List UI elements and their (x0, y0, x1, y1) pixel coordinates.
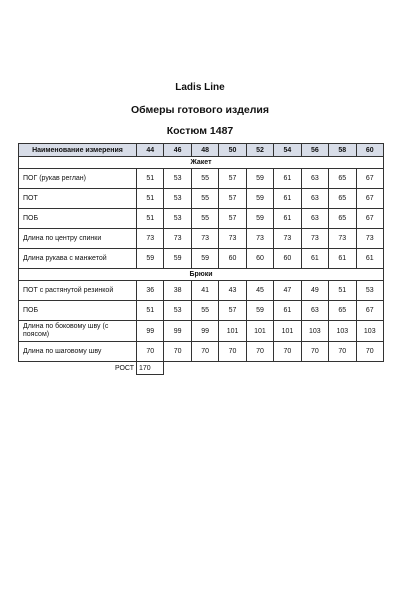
empty-cell (301, 362, 328, 375)
measure-value: 59 (246, 189, 273, 209)
table-row (19, 321, 384, 342)
measure-value: 38 (164, 281, 191, 301)
measure-value: 61 (356, 249, 384, 269)
table-row (19, 301, 384, 321)
measure-value: 59 (191, 249, 218, 269)
measure-value: 65 (329, 301, 356, 321)
rost-row (19, 362, 384, 375)
measure-value: 103 (329, 321, 356, 342)
measure-value: 103 (356, 321, 384, 342)
measure-value: 59 (164, 249, 191, 269)
measure-value: 59 (137, 249, 164, 269)
measure-value: 60 (246, 249, 273, 269)
measure-value: 70 (329, 342, 356, 362)
measure-label: ПОТ (19, 189, 137, 209)
measure-label: Длина по шаговому шву (19, 342, 137, 362)
measure-value: 51 (329, 281, 356, 301)
size-header: 58 (329, 144, 356, 157)
measure-value: 73 (164, 229, 191, 249)
measure-value: 53 (164, 189, 191, 209)
empty-cell (219, 362, 246, 375)
measure-value: 70 (246, 342, 273, 362)
measure-value: 60 (219, 249, 246, 269)
measure-value: 41 (191, 281, 218, 301)
measure-value: 57 (219, 169, 246, 189)
measure-value: 101 (219, 321, 246, 342)
size-chart-table (18, 143, 384, 375)
measure-value: 57 (219, 209, 246, 229)
table-body (19, 157, 384, 375)
size-header: 48 (191, 144, 218, 157)
rost-label: РОСТ (19, 362, 137, 375)
measure-label: ПОТ с растянутой резинкой (19, 281, 137, 301)
table-row (19, 342, 384, 362)
measure-value: 73 (137, 229, 164, 249)
measure-value: 53 (164, 169, 191, 189)
table-row (19, 209, 384, 229)
measure-value: 67 (356, 189, 384, 209)
brand-name: Ladis Line (175, 82, 225, 93)
measure-value: 70 (219, 342, 246, 362)
measure-value: 101 (274, 321, 301, 342)
measure-value: 61 (274, 189, 301, 209)
empty-cell (246, 362, 273, 375)
measure-value: 73 (356, 229, 384, 249)
measure-label: Длина по центру спинки (19, 229, 137, 249)
section-title: Брюки (19, 269, 384, 281)
size-header: 56 (301, 144, 328, 157)
measure-value: 103 (301, 321, 328, 342)
measure-value: 51 (137, 209, 164, 229)
measure-value: 73 (274, 229, 301, 249)
size-header: 60 (356, 144, 384, 157)
measure-value: 63 (301, 301, 328, 321)
measure-value: 65 (329, 209, 356, 229)
measure-value: 45 (246, 281, 273, 301)
document-subtitle: Обмеры готового изделия (131, 104, 269, 116)
measure-value: 70 (356, 342, 384, 362)
measure-value: 59 (246, 209, 273, 229)
measure-label: Длина рукава с манжетой (19, 249, 137, 269)
size-header: 50 (219, 144, 246, 157)
measure-value: 55 (191, 189, 218, 209)
measure-value: 51 (137, 189, 164, 209)
measure-value: 53 (164, 301, 191, 321)
measure-value: 53 (164, 209, 191, 229)
size-header: 46 (164, 144, 191, 157)
measure-value: 70 (137, 342, 164, 362)
measure-value: 70 (274, 342, 301, 362)
measure-value: 47 (274, 281, 301, 301)
model-title: Костюм 1487 (166, 125, 234, 137)
empty-cell (356, 362, 384, 375)
measure-value: 65 (329, 169, 356, 189)
measure-value: 55 (191, 209, 218, 229)
measure-label: ПОГ (рукав реглан) (19, 169, 137, 189)
measure-value: 73 (219, 229, 246, 249)
measure-value: 53 (356, 281, 384, 301)
size-header: 44 (137, 144, 164, 157)
measure-value: 51 (137, 169, 164, 189)
measure-value: 73 (246, 229, 273, 249)
measure-value: 99 (164, 321, 191, 342)
table-row (19, 189, 384, 209)
measure-value: 59 (246, 169, 273, 189)
measure-value: 67 (356, 169, 384, 189)
table-row (19, 249, 384, 269)
measure-header: Наименование измерения (19, 144, 137, 157)
measure-value: 63 (301, 209, 328, 229)
measure-value: 67 (356, 301, 384, 321)
measure-value: 51 (137, 301, 164, 321)
measure-value: 63 (301, 189, 328, 209)
size-header: 52 (246, 144, 273, 157)
measure-value: 61 (274, 209, 301, 229)
measure-value: 73 (329, 229, 356, 249)
rost-value: 170 (137, 362, 164, 375)
measure-value: 101 (246, 321, 273, 342)
measure-value: 73 (301, 229, 328, 249)
measure-value: 55 (191, 301, 218, 321)
table-row (19, 281, 384, 301)
measure-value: 70 (301, 342, 328, 362)
measure-value: 70 (164, 342, 191, 362)
section-row (19, 157, 384, 169)
measure-value: 60 (274, 249, 301, 269)
measure-value: 63 (301, 169, 328, 189)
empty-cell (164, 362, 191, 375)
measure-label: ПОБ (19, 301, 137, 321)
measure-label: ПОБ (19, 209, 137, 229)
measure-value: 99 (137, 321, 164, 342)
table-header-row (19, 144, 384, 157)
section-row (19, 269, 384, 281)
section-title: Жакет (19, 157, 384, 169)
measure-label: Длина по боковому шву (с поясом) (19, 321, 137, 342)
measure-value: 73 (191, 229, 218, 249)
measure-value: 36 (137, 281, 164, 301)
measure-value: 61 (274, 301, 301, 321)
measure-value: 99 (191, 321, 218, 342)
empty-cell (274, 362, 301, 375)
measure-value: 55 (191, 169, 218, 189)
empty-cell (191, 362, 218, 375)
measure-value: 65 (329, 189, 356, 209)
measure-value: 70 (191, 342, 218, 362)
measure-value: 43 (219, 281, 246, 301)
table-row (19, 169, 384, 189)
table-row (19, 229, 384, 249)
measure-value: 57 (219, 189, 246, 209)
measure-value: 61 (301, 249, 328, 269)
measure-value: 61 (274, 169, 301, 189)
measure-value: 57 (219, 301, 246, 321)
measure-value: 61 (329, 249, 356, 269)
measure-value: 59 (246, 301, 273, 321)
size-header: 54 (274, 144, 301, 157)
empty-cell (329, 362, 356, 375)
measure-value: 49 (301, 281, 328, 301)
measure-value: 67 (356, 209, 384, 229)
